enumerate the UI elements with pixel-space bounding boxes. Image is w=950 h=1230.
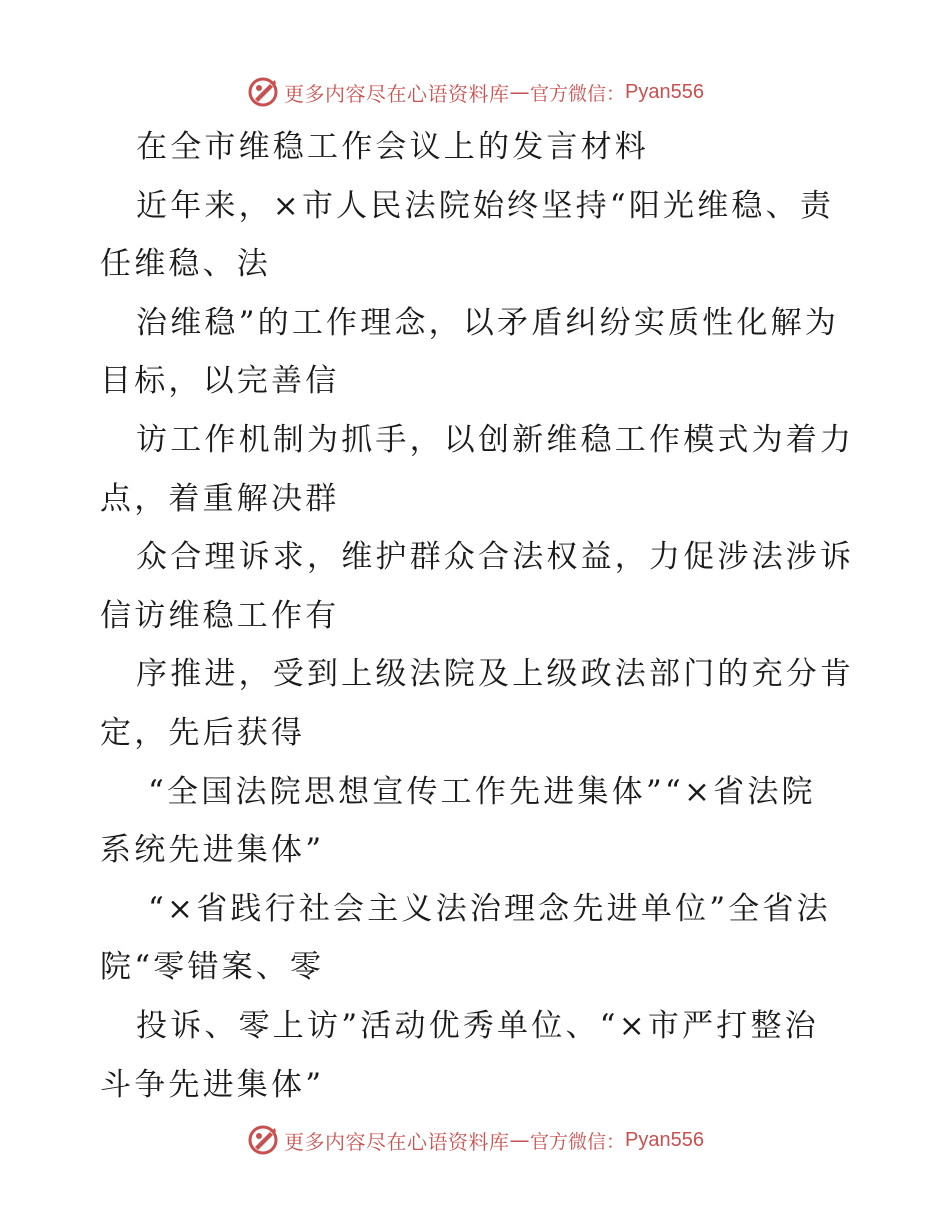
paragraph-line: 序推进，受到上级法院及上级政法部门的充分肯 <box>136 656 855 693</box>
paragraph-line: 访工作机制为抓手，以创新维稳工作模式为着力 <box>136 421 855 458</box>
document-body <box>100 118 860 1114</box>
header-wechat-id: Pyan556 <box>625 80 704 103</box>
paragraph-line: 近年来，×市人民法院始终坚持“阳光维稳、责 <box>136 187 835 224</box>
header-promo-text: 更多内容尽在心语资料库 <box>284 81 510 106</box>
paragraph-line: 信访维稳工作有 <box>100 597 340 634</box>
footer-wechat-label: 官方微信： <box>530 1130 626 1153</box>
footer-promo-text: 更多内容尽在心语资料库 <box>284 1129 510 1154</box>
paragraph-line: 定，先后获得 <box>100 714 306 751</box>
header-wechat-label: 官方微信： <box>530 82 626 105</box>
paragraph-line: 众合理诉求，维护群众合法权益，力促涉法涉诉 <box>136 539 855 576</box>
paragraph-line: 院“零错案、零 <box>100 949 325 986</box>
paragraph-line: 斗争先进集体” <box>100 1066 325 1103</box>
paragraph-line: 目标，以完善信 <box>100 363 340 400</box>
footer-banner <box>0 1120 950 1160</box>
footer-dash: — <box>509 1128 530 1152</box>
brand-logo-icon <box>246 1123 280 1157</box>
brand-logo-icon <box>246 75 280 109</box>
paragraph-line: “全国法院思想宣传工作先进集体”“×省法院 <box>148 773 816 810</box>
header-dash: — <box>509 80 530 104</box>
paragraph-line: 任维稳、法 <box>100 246 271 283</box>
header-banner <box>0 72 950 112</box>
footer-wechat-id: Pyan556 <box>625 1128 704 1151</box>
paragraph-line: 点，着重解决群 <box>100 480 340 517</box>
document-title: 在全市维稳工作会议上的发言材料 <box>136 129 649 165</box>
paragraph-line: 投诉、零上访”活动优秀单位、“×市严打整治 <box>136 1007 819 1044</box>
paragraph-line: 系统先进集体” <box>100 832 325 869</box>
paragraph-line: “×省践行社会主义法治理念先进单位”全省法 <box>148 890 831 927</box>
paragraph-line: 治维稳”的工作理念，以矛盾纠纷实质性化解为 <box>136 304 840 341</box>
